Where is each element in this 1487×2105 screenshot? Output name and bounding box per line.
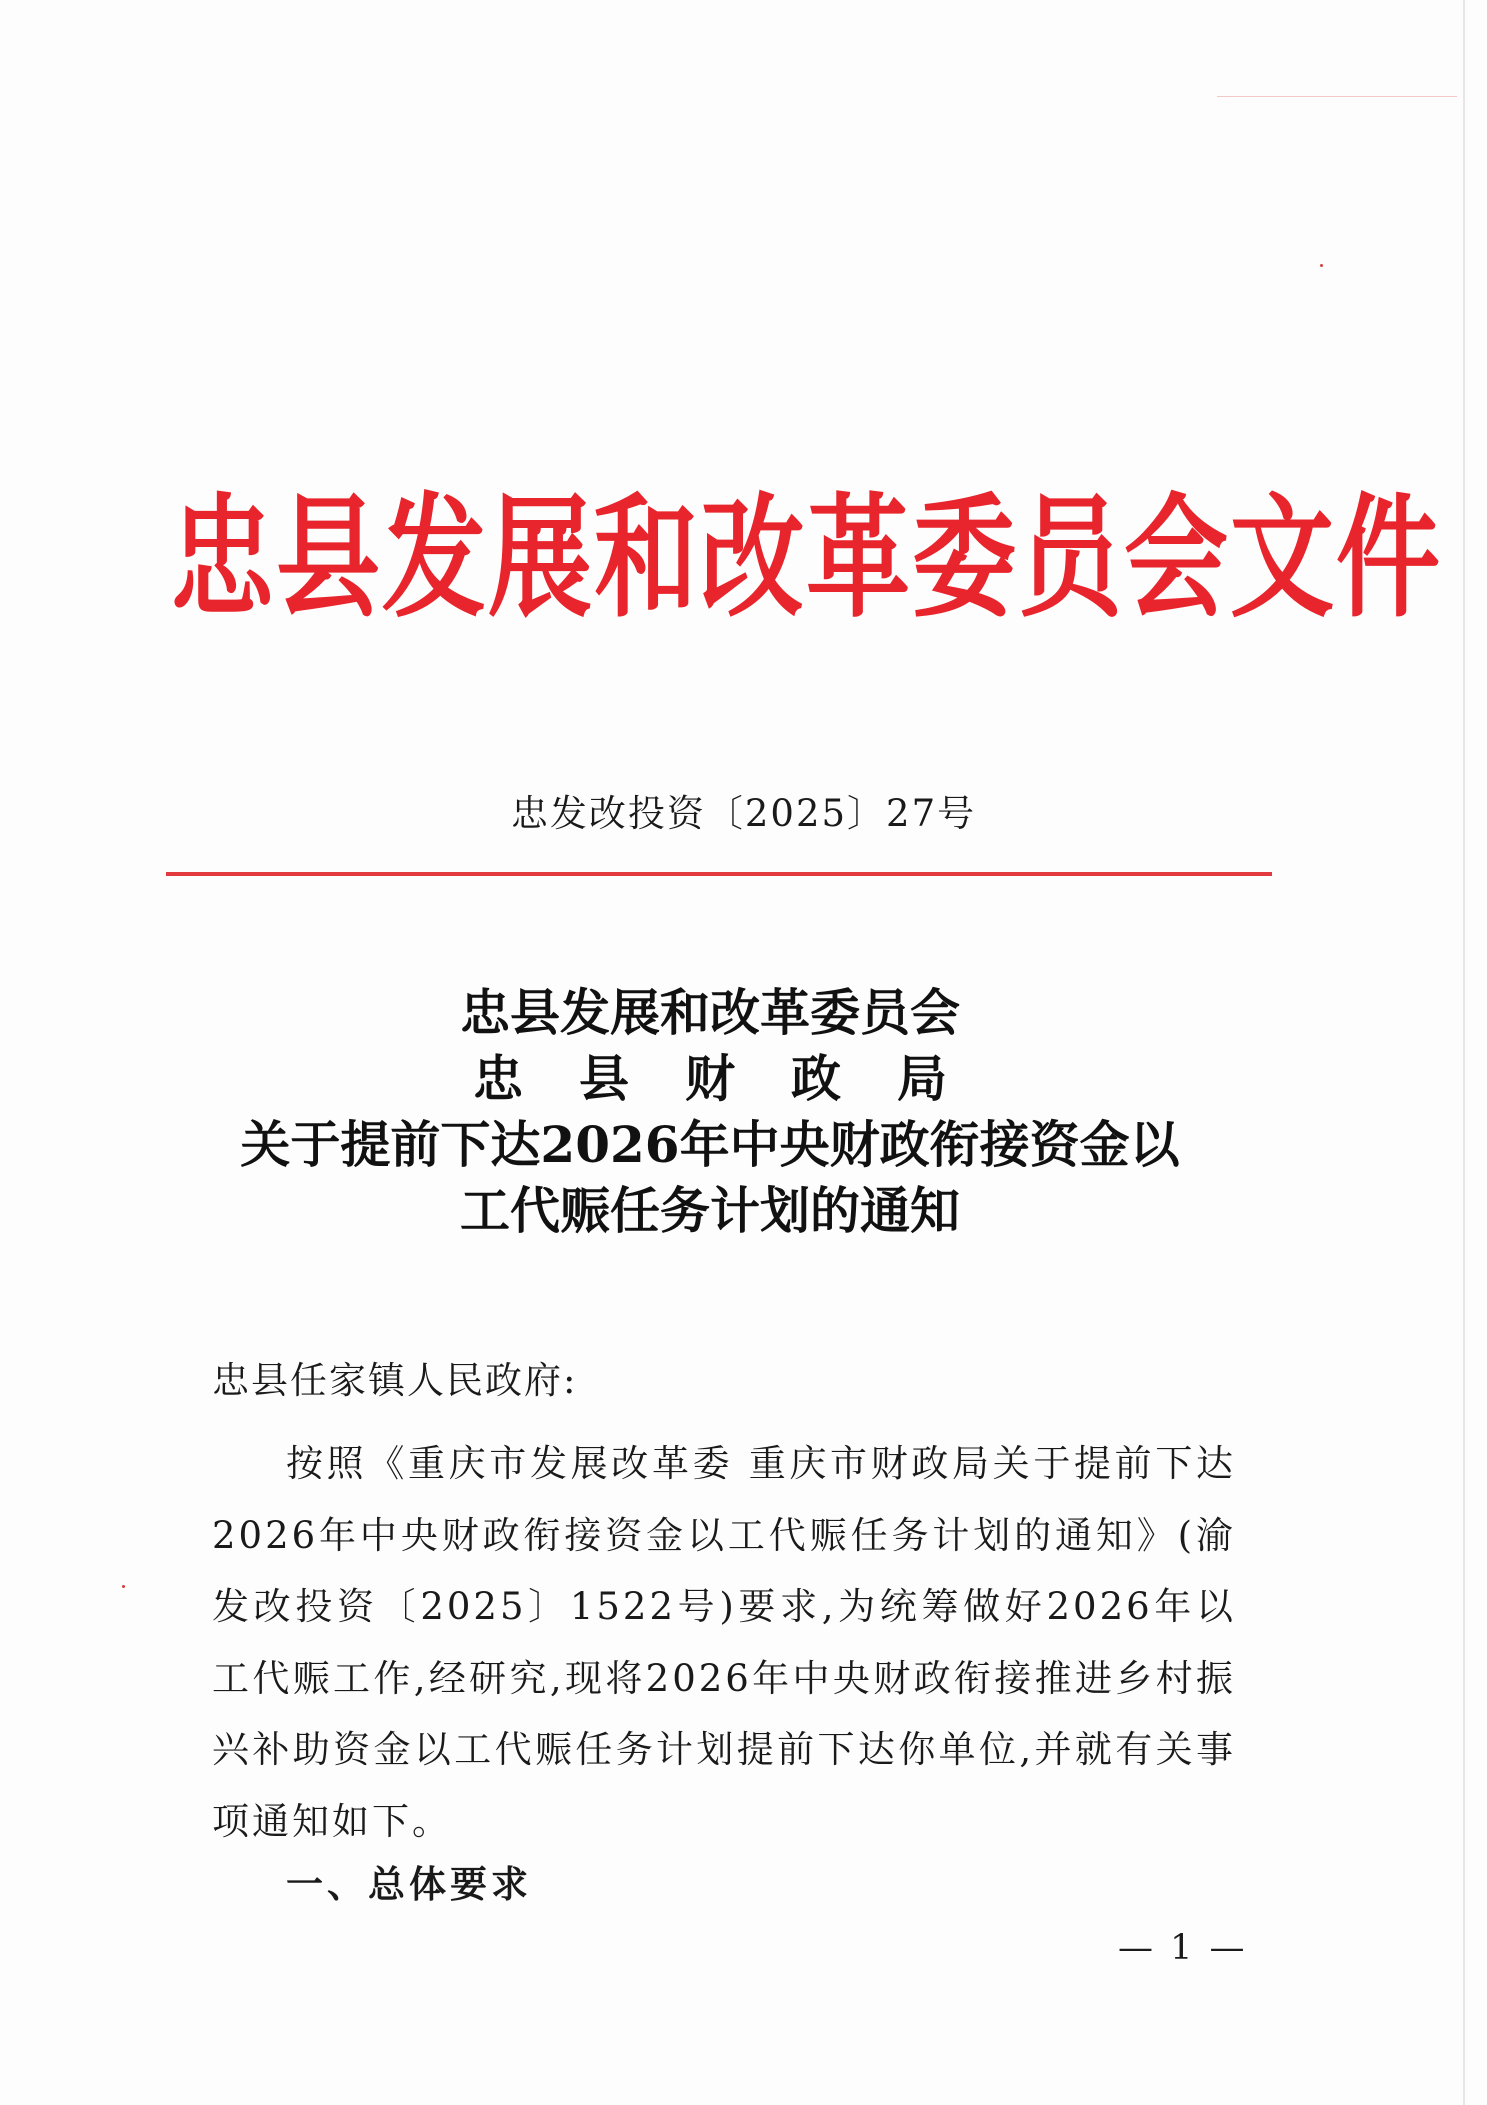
document-number: 忠发改投资〔2025〕27号	[510, 792, 977, 835]
document-title	[160, 980, 1260, 1244]
scan-edge-line	[1463, 0, 1465, 2105]
red-masthead: 忠县发展和改革委员会文件	[170, 479, 1443, 637]
title-line-subject-1: 关于提前下达2026年中央财政衔接资金以	[240, 1115, 1180, 1174]
page-number: — 1 —	[1118, 1928, 1248, 1968]
body-paragraph: 按照《重庆市发展改革委 重庆市财政局关于提前下达2026年中央财政衔接资金以工代赈任务计划的通知》(渝发改投资〔2025〕1522号)要求,为统筹做好2026年以工代赈工作,经研究,现将2026年中央财政衔接推进乡村振兴补助资金以工代赈任务计划提前下达你单位,并就有关事项通知如下。	[212, 1442, 1236, 1843]
red-separator-rule	[166, 872, 1272, 876]
title-line-subject-2: 工代赈任务计划的通知	[460, 1181, 960, 1240]
section-heading: 一、总体要求	[286, 1863, 532, 1906]
scan-speck	[1320, 264, 1323, 267]
faint-rule	[1217, 96, 1457, 97]
title-line-issuer-2: 忠县财政局	[473, 1049, 1003, 1108]
addressee: 忠县任家镇人民政府:	[212, 1359, 578, 1402]
scan-speck	[122, 1585, 125, 1588]
title-line-issuer-1: 忠县发展和改革委员会	[460, 983, 960, 1042]
